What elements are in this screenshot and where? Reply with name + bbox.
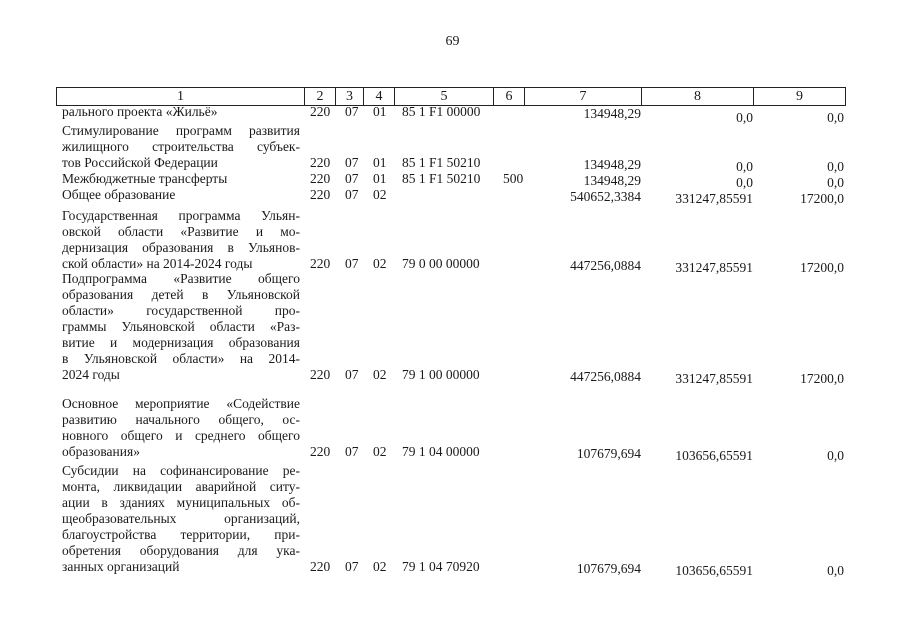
row-col-4: 01	[373, 171, 387, 186]
row-col-2: 220	[310, 187, 331, 202]
row-name-line: обретения оборудования для ука-	[62, 543, 300, 558]
header-col-5: 5	[395, 88, 494, 105]
row-name-line: в Ульяновской области» на 2014-	[62, 351, 300, 366]
row-col-6: 500	[503, 171, 524, 186]
row-name-line: области» государственной про-	[62, 303, 300, 318]
row-name-line: Субсидии на софинансирование ре-	[62, 463, 300, 478]
row-name-line: дернизация образования в Ульянов-	[62, 240, 300, 255]
row-col-5: 79 1 00 00000	[402, 367, 480, 382]
row-col-4: 02	[373, 444, 387, 459]
row-name	[62, 123, 300, 171]
row-name-line: тов Российской Федерации	[62, 155, 218, 170]
row-name	[62, 463, 300, 575]
row-col-7: 107679,694	[576, 446, 641, 461]
row-name-line: жилищного строительства субъек-	[62, 139, 300, 154]
row-col-7: 134948,29	[583, 157, 641, 172]
row-col-7: 107679,694	[576, 561, 641, 576]
row-col-8: 0,0	[736, 110, 753, 125]
row-col-2: 220	[310, 444, 331, 459]
row-name-line: Подпрограмма «Развитие общего	[62, 271, 300, 286]
row-col-3: 07	[345, 187, 359, 202]
row-col-8: 331247,85591	[675, 371, 753, 386]
row-col-4: 02	[373, 559, 387, 574]
row-name-line: образования»	[62, 444, 140, 459]
row-name-line: ации в зданиях муниципальных об-	[62, 495, 300, 510]
row-name-line: Государственная программа Ульян-	[62, 208, 300, 223]
row-name-line: новного общего и среднего общего	[62, 428, 300, 443]
row-name-line: благоустройства территории, при-	[62, 527, 300, 542]
row-col-7: 134948,29	[583, 106, 641, 121]
row-name-line: Межбюджетные трансферты	[62, 171, 228, 186]
row-col-8: 331247,85591	[675, 191, 753, 206]
row-col-8: 331247,85591	[675, 260, 753, 275]
row-col-9: 0,0	[827, 563, 844, 578]
row-col-5: 85 1 F1 50210	[402, 171, 481, 186]
row-col-8: 0,0	[736, 159, 753, 174]
header-col-4: 4	[364, 88, 395, 105]
row-name-line: граммы Ульяновской области «Раз-	[62, 319, 300, 334]
row-col-7: 134948,29	[583, 173, 641, 188]
row-name-line: монта, ликвидации аварийной ситу-	[62, 479, 300, 494]
header-col-1: 1	[57, 88, 305, 105]
row-col-4: 02	[373, 256, 387, 271]
row-col-4: 01	[373, 104, 387, 119]
row-col-5: 79 1 04 00000	[402, 444, 480, 459]
row-name	[62, 104, 300, 120]
header-col-3: 3	[336, 88, 364, 105]
row-col-2: 220	[310, 104, 331, 119]
row-name	[62, 271, 300, 383]
row-name	[62, 187, 300, 203]
row-col-2: 220	[310, 559, 331, 574]
row-col-5: 85 1 F1 50210	[402, 155, 481, 170]
row-name-line: Стимулирование программ развития	[62, 123, 300, 138]
row-col-2: 220	[310, 367, 331, 382]
row-col-9: 17200,0	[800, 191, 844, 206]
row-col-9: 0,0	[827, 159, 844, 174]
row-col-5: 79 0 00 00000	[402, 256, 480, 271]
row-col-9: 17200,0	[800, 260, 844, 275]
header-col-9: 9	[796, 89, 803, 104]
row-col-3: 07	[345, 559, 359, 574]
row-name-line: щеобразовательных организаций,	[62, 511, 300, 526]
row-name	[62, 396, 300, 460]
row-col-2: 220	[310, 171, 331, 186]
row-col-3: 07	[345, 444, 359, 459]
row-name-line: рального проекта «Жильё»	[62, 104, 218, 119]
header-col-2: 2	[305, 88, 336, 105]
row-col-9: 0,0	[827, 175, 844, 190]
row-name-line: Основное мероприятие «Содействие	[62, 396, 300, 411]
row-col-5: 79 1 04 70920	[402, 559, 480, 574]
header-col-6: 6	[494, 88, 525, 105]
page-number: 69	[445, 34, 460, 49]
header-col-7: 7	[525, 88, 642, 105]
row-name-line: Общее образование	[62, 187, 176, 202]
row-name-line: овской области «Развитие и мо-	[62, 224, 300, 239]
row-col-3: 07	[345, 155, 359, 170]
row-col-7: 447256,0884	[570, 258, 641, 273]
row-col-3: 07	[345, 104, 359, 119]
row-name-line: витие и модернизация образования	[62, 335, 300, 350]
row-col-9: 17200,0	[800, 371, 844, 386]
row-col-7: 540652,3384	[570, 189, 641, 204]
header-col-8: 8	[642, 88, 754, 105]
row-name	[62, 208, 300, 272]
row-col-3: 07	[345, 256, 359, 271]
row-name-line: образования детей в Ульяновской	[62, 287, 300, 302]
row-col-3: 07	[345, 171, 359, 186]
row-col-9: 0,0	[827, 110, 844, 125]
row-col-4: 01	[373, 155, 387, 170]
row-col-4: 02	[373, 187, 387, 202]
row-name-line: занных организаций	[62, 559, 180, 574]
row-col-2: 220	[310, 155, 331, 170]
row-col-5: 85 1 F1 00000	[402, 104, 481, 119]
row-name-line: развитию начального общего, ос-	[62, 412, 300, 427]
row-col-7: 447256,0884	[570, 369, 641, 384]
row-col-3: 07	[345, 367, 359, 382]
row-col-4: 02	[373, 367, 387, 382]
row-col-8: 0,0	[736, 175, 753, 190]
row-name-line: ской области» на 2014-2024 годы	[62, 256, 253, 271]
row-col-9: 0,0	[827, 448, 844, 463]
row-name	[62, 171, 300, 187]
row-col-2: 220	[310, 256, 331, 271]
row-col-8: 103656,65591	[675, 563, 753, 578]
row-col-8: 103656,65591	[675, 448, 753, 463]
row-name-line: 2024 годы	[62, 367, 120, 382]
